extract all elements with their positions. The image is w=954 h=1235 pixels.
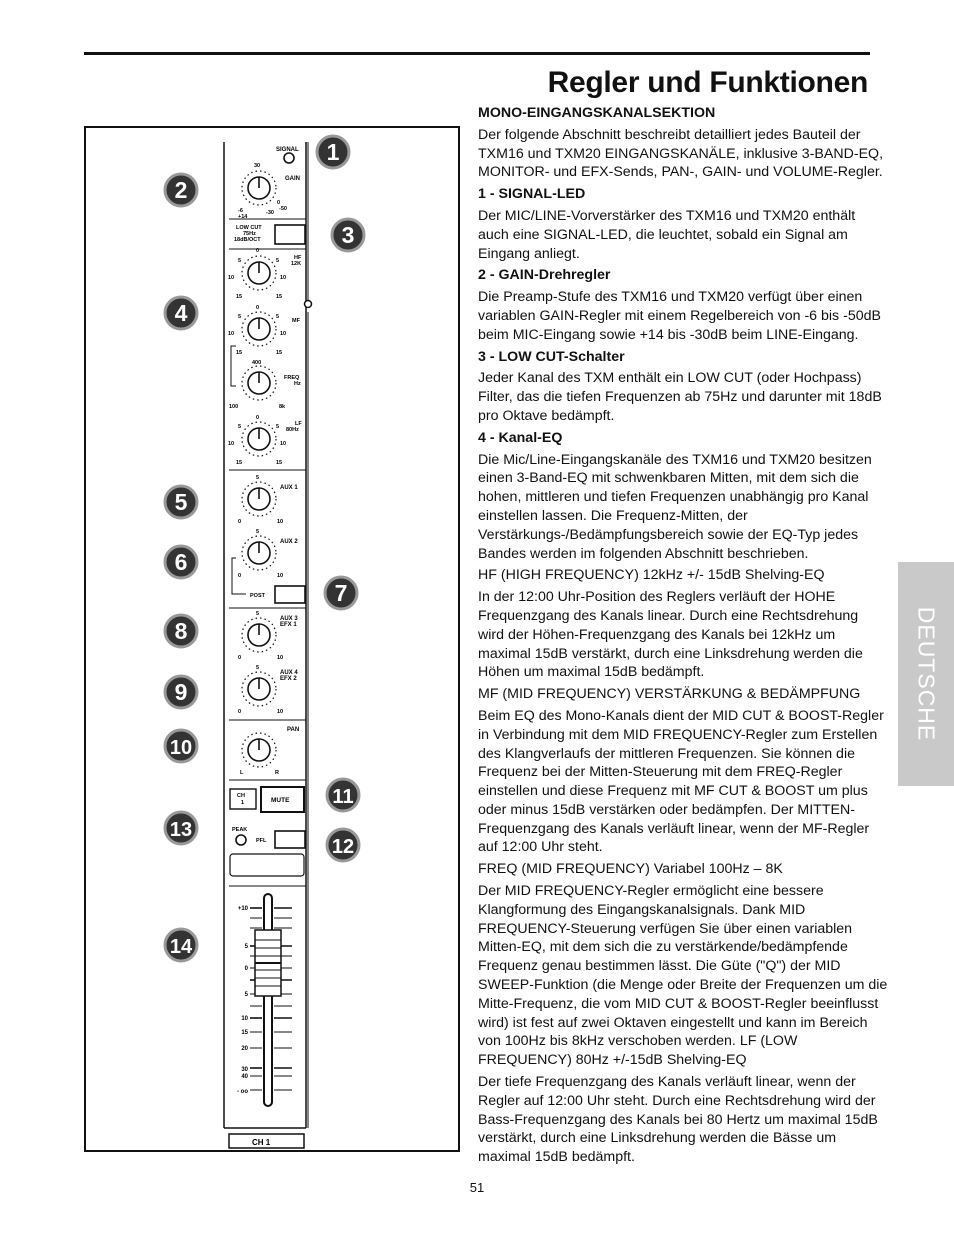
freq-label-1: FREQ bbox=[284, 375, 300, 381]
hf-scale-0: 0 bbox=[256, 248, 260, 254]
signal-label: SIGNAL bbox=[276, 147, 299, 153]
channel-strip-diagram bbox=[86, 128, 458, 1150]
gain-label: GAIN bbox=[285, 176, 300, 182]
ch-label-1: CH bbox=[237, 793, 245, 799]
callout-number: 11 bbox=[332, 786, 354, 808]
callout-number: 2 bbox=[174, 177, 188, 203]
paragraph: HF (HIGH FREQUENCY) 12kHz +/- 15dB Shelving-EQ bbox=[478, 567, 825, 584]
post-label: POST bbox=[250, 593, 265, 599]
gain-left-label: -6 +14 bbox=[238, 208, 248, 220]
paragraph: Beim EQ des Mono-Kanals dient der MID CUT & BOOST-Regler in Verbindung mit dem MID FREQUENCY-Regler zum Erstellen des Klangverlaufs der mittleren Frequenzen. Sie können die Frequenz bei der Mitten-Steuerung mit dem FREQ-Regler einstellen und diese Frequenz mit MF CUT & BOOST um plus oder minus 15dB verstärken oder bedämpfen. Der MITTEN-Frequenzgang des Kanals verläuft linear, wenn der MF-Regler auf 12:00 Uhr steht. bbox=[478, 707, 884, 856]
fader-scale-label: - oo bbox=[237, 1089, 248, 1095]
aux2-scale-10: 10 bbox=[277, 573, 284, 579]
scribble-strip bbox=[230, 854, 304, 876]
fader-track-icon bbox=[264, 894, 272, 1106]
pan-r-label: R bbox=[275, 770, 279, 776]
aux4-scale-0: 0 bbox=[238, 709, 242, 715]
callout-13 bbox=[165, 812, 197, 844]
callout-number: 13 bbox=[169, 819, 193, 841]
fader-scale bbox=[237, 906, 249, 1095]
lf-scale-10-right: 10 bbox=[280, 441, 287, 447]
hf-scale-15-left: 15 bbox=[236, 294, 243, 300]
fader-scale-label: 40 bbox=[241, 1074, 248, 1080]
callout-4 bbox=[165, 297, 197, 329]
mf-label: MF bbox=[292, 318, 300, 324]
callout-3 bbox=[332, 219, 364, 251]
fader-scale-label: 10 bbox=[241, 1016, 248, 1022]
paragraph: Die Preamp-Stufe des TXM16 und TXM20 verfügt über einen variablen GAIN-Regler mit einem Regelbereich von -6 bis -50dB beim MIC-Eingang sowie +14 bis -30dB beim LINE-Eingang. bbox=[478, 289, 881, 343]
lf-scale-15-right: 15 bbox=[276, 460, 283, 466]
section-heading: 1 - SIGNAL-LED bbox=[478, 186, 586, 203]
fader-scale-label: 5 bbox=[244, 992, 248, 998]
aux1-knob-icon bbox=[242, 482, 276, 516]
freq-right-label: 8k bbox=[279, 404, 286, 410]
callout-6 bbox=[165, 546, 197, 578]
paragraph: FREQ (MID FREQUENCY) Variabel 100Hz – 8K bbox=[478, 861, 783, 878]
paragraph: Jeder Kanal des TXM enthält ein LOW CUT (oder Hochpass) Filter, das die tiefen Frequenzen ab 75Hz und darunter mit 18dB pro Oktave bedämpft. bbox=[478, 370, 882, 424]
mf-scale-10-right: 10 bbox=[280, 331, 287, 337]
mute-label: MUTE bbox=[271, 797, 290, 804]
aux2-knob-icon bbox=[242, 536, 276, 570]
aux2-scale-0: 0 bbox=[238, 573, 242, 579]
gain-r0-label: 0 bbox=[277, 200, 281, 206]
fader-scale-label: +10 bbox=[237, 906, 248, 912]
callout-number: 14 bbox=[169, 936, 193, 958]
pfl-label: PFL bbox=[256, 838, 267, 844]
pan-l-label: L bbox=[240, 770, 244, 776]
aux4-knob-icon bbox=[242, 672, 276, 706]
aux3-knob-icon bbox=[242, 618, 276, 652]
paragraph: In der 12:00 Uhr-Position des Reglers verläuft der HOHE Frequenzgang des Kanals linear. Durch eine Rechtsdrehung wird der Höhen-Frequenzgang des Kanals bei 12kHz um maximal 15dB verstärkt, durch eine Linksdrehung werden die Höhen um maximal 15dB bedämpft. bbox=[478, 589, 863, 681]
callout-8 bbox=[165, 615, 197, 647]
channel-strip-figure bbox=[84, 126, 460, 1152]
fader-scale-label: 5 bbox=[244, 944, 248, 950]
callout-number: 1 bbox=[326, 139, 340, 165]
lf-label-1: LF bbox=[295, 421, 302, 427]
freq-knob-icon bbox=[242, 366, 276, 400]
callout-10 bbox=[165, 730, 197, 762]
lowcut-label-1: LOW CUT bbox=[236, 225, 262, 231]
lowcut-label-2: 75Hz bbox=[243, 231, 256, 237]
callout-number: 5 bbox=[174, 489, 188, 515]
gain-right-label: -30 bbox=[266, 210, 274, 216]
mf-knob-icon bbox=[242, 312, 276, 346]
callout-7 bbox=[325, 577, 357, 609]
gain-rb-label: -50 bbox=[279, 206, 287, 212]
aux3-label-2: EFX 1 bbox=[280, 622, 297, 628]
lf-scale-5-right: 5 bbox=[276, 424, 280, 430]
channel-label: CH 1 bbox=[252, 1138, 271, 1147]
callout-number: 4 bbox=[174, 300, 188, 326]
aux4-scale-5: 5 bbox=[256, 665, 260, 671]
paragraph: Die Mic/Line-Eingangskanäle des TXM16 und TXM20 besitzen einen 3-Band-EQ mit schwenkbaren Mitten, mit dem sich die hohen, mittleren und tiefen Frequenzen unabhängig pro Kanal einstellen lassen. Die Frequenz-Mitten, der Verstärkungs-/Bedämpfungsbereich sowie der EQ-Typ jedes Bandes werden im folgenden Abschnitt beschrieben. bbox=[478, 451, 872, 562]
lowcut-label-3: 18dB/OCT bbox=[234, 237, 261, 243]
callout-number: 9 bbox=[174, 679, 188, 705]
aux2-scale-5: 5 bbox=[256, 529, 260, 535]
mf-scale-5-left: 5 bbox=[238, 314, 242, 320]
language-tab-label: DEUTSCHE bbox=[913, 606, 940, 742]
gain-knob-icon bbox=[242, 171, 276, 205]
aux1-label: AUX 1 bbox=[280, 485, 298, 491]
pfl-switch-icon bbox=[275, 831, 305, 848]
section-heading: 2 - GAIN-Drehregler bbox=[478, 267, 611, 284]
lf-scale-0: 0 bbox=[256, 415, 260, 421]
aux1-scale-10: 10 bbox=[277, 519, 284, 525]
aux3-scale-10: 10 bbox=[277, 655, 284, 661]
freq-left-label: 100 bbox=[229, 404, 239, 410]
callout-number: 6 bbox=[174, 549, 188, 575]
hf-label-2: 12K bbox=[291, 261, 302, 267]
hf-scale-10-left: 10 bbox=[228, 275, 235, 281]
hf-scale-10-right: 10 bbox=[280, 275, 287, 281]
mf-scale-15-left: 15 bbox=[236, 350, 243, 356]
lf-scale-10-left: 10 bbox=[228, 441, 235, 447]
gain-top-label: 30 bbox=[254, 163, 261, 169]
callout-5 bbox=[165, 486, 197, 518]
paragraph: Der MID FREQUENCY-Regler ermöglicht eine bessere Klangformung des Eingangskanalsignals. Dank MID FREQUENCY-Steuerung verfügen Sie über einen variablen Mitten-EQ, mit dem sich die zu verstärkende/bedämpfende Frequenz genau bestimmen lässt. Die Güte ("Q") der MID SWEEP-Funktion (die Menge oder Breite der Frequenzen um die Mitte-Frequenz, die vom MID CUT & BOOST-Regler beeinflusst wird) ist fest auf zwei Oktaven eingestellt und kann im Bereich von 100Hz bis 8kHz verschoben werden. LF (LOW FREQUENCY) 80Hz +/-15dB Shelving-EQ bbox=[478, 883, 888, 1069]
aux3-label-1: AUX 3 bbox=[280, 616, 298, 622]
callout-11 bbox=[327, 779, 359, 811]
paragraph: Der folgende Abschnitt beschreibt detailliert jedes Bauteil der TXM16 und TXM20 EINGANGSKANÄLE, inklusive 3-BAND-EQ, MONITOR- und EFX-Sends, PAN-, GAIN- und VOLUME-Regler. bbox=[478, 126, 884, 181]
section-heading: 3 - LOW CUT-Schalter bbox=[478, 348, 625, 365]
lf-scale-5-left: 5 bbox=[238, 424, 242, 430]
lf-scale-15-left: 15 bbox=[236, 460, 243, 466]
freq-top-label: 400 bbox=[252, 360, 262, 366]
callout-number: 12 bbox=[331, 836, 355, 858]
post-switch-icon bbox=[275, 586, 305, 603]
text-column bbox=[478, 104, 888, 1170]
peak-led-icon bbox=[236, 835, 246, 845]
hf-label-1: HF bbox=[294, 255, 302, 261]
aux4-scale-10: 10 bbox=[277, 709, 284, 715]
callout-number: 3 bbox=[341, 222, 355, 248]
aux4-label-1: AUX 4 bbox=[280, 670, 298, 676]
mf-scale-0: 0 bbox=[256, 305, 260, 311]
mf-scale-10-left: 10 bbox=[228, 331, 235, 337]
callout-12 bbox=[327, 829, 359, 861]
aux1-scale-5: 5 bbox=[256, 475, 260, 481]
fader-scale-label: 15 bbox=[241, 1030, 248, 1036]
pan-knob-icon bbox=[242, 733, 276, 767]
lf-knob-icon bbox=[242, 422, 276, 456]
page-number: 51 bbox=[469, 1180, 485, 1195]
signal-led-icon bbox=[284, 153, 294, 163]
ch-indicator-icon bbox=[230, 789, 256, 809]
lowcut-switch-icon bbox=[275, 225, 305, 244]
callout-9 bbox=[165, 676, 197, 708]
fader-scale-label: 30 bbox=[241, 1067, 248, 1073]
callout-2 bbox=[165, 174, 197, 206]
section-heading: 4 - Kanal-EQ bbox=[478, 429, 563, 446]
hf-scale-15-right: 15 bbox=[276, 294, 283, 300]
aux3-scale-5: 5 bbox=[256, 611, 260, 617]
freq-label-2: Hz bbox=[294, 381, 301, 387]
fader-scale-label: 20 bbox=[241, 1046, 248, 1052]
fader-scale-label: 0 bbox=[244, 966, 248, 972]
aux1-scale-0: 0 bbox=[238, 519, 242, 525]
callout-14 bbox=[165, 929, 197, 961]
hf-scale-5-left: 5 bbox=[238, 258, 242, 264]
paragraph: MF (MID FREQUENCY) VERSTÄRKUNG & BEDÄMPFUNG bbox=[478, 686, 861, 703]
section-heading: MONO-EINGANGSKANALSEKTION bbox=[478, 105, 716, 121]
peak-label: PEAK bbox=[232, 827, 248, 833]
paragraph: Der tiefe Frequenzgang des Kanals verläuft linear, wenn der Regler auf 12:00 Uhr steht. Durch eine Rechtsdrehung wird der Bass-Frequenzgang des Kanals bei 80 Hertz um maximal 15dB verstärkt, durch eine Linksdrehung werden die Bässe um maximal 15dB bedämpft. bbox=[478, 1074, 878, 1166]
callout-number: 8 bbox=[174, 618, 188, 644]
lf-label-2: 80Hz bbox=[286, 427, 299, 433]
paragraph: Der MIC/LINE-Vorverstärker des TXM16 und TXM20 enthält auch eine SIGNAL-LED, die leuchtet, sobald ein Signal am Eingang anliegt. bbox=[478, 207, 856, 262]
aux2-label: AUX 2 bbox=[280, 539, 298, 545]
hf-knob-icon bbox=[242, 256, 276, 290]
hf-scale-5-right: 5 bbox=[276, 258, 280, 264]
aux3-scale-0: 0 bbox=[238, 655, 242, 661]
top-rule bbox=[84, 52, 870, 55]
pan-label: PAN bbox=[287, 727, 300, 733]
callout-number: 10 bbox=[169, 737, 193, 759]
callout-1 bbox=[317, 136, 349, 168]
mf-scale-5-right: 5 bbox=[276, 314, 280, 320]
ch-label-2: 1 bbox=[241, 800, 245, 806]
mf-scale-15-right: 15 bbox=[276, 350, 283, 356]
fader-cap-icon bbox=[255, 930, 281, 996]
callout-number: 7 bbox=[334, 580, 348, 606]
aux4-label-2: EFX 2 bbox=[280, 676, 297, 682]
page-title: Regler und Funktionen bbox=[547, 66, 868, 99]
language-tab bbox=[898, 562, 954, 786]
